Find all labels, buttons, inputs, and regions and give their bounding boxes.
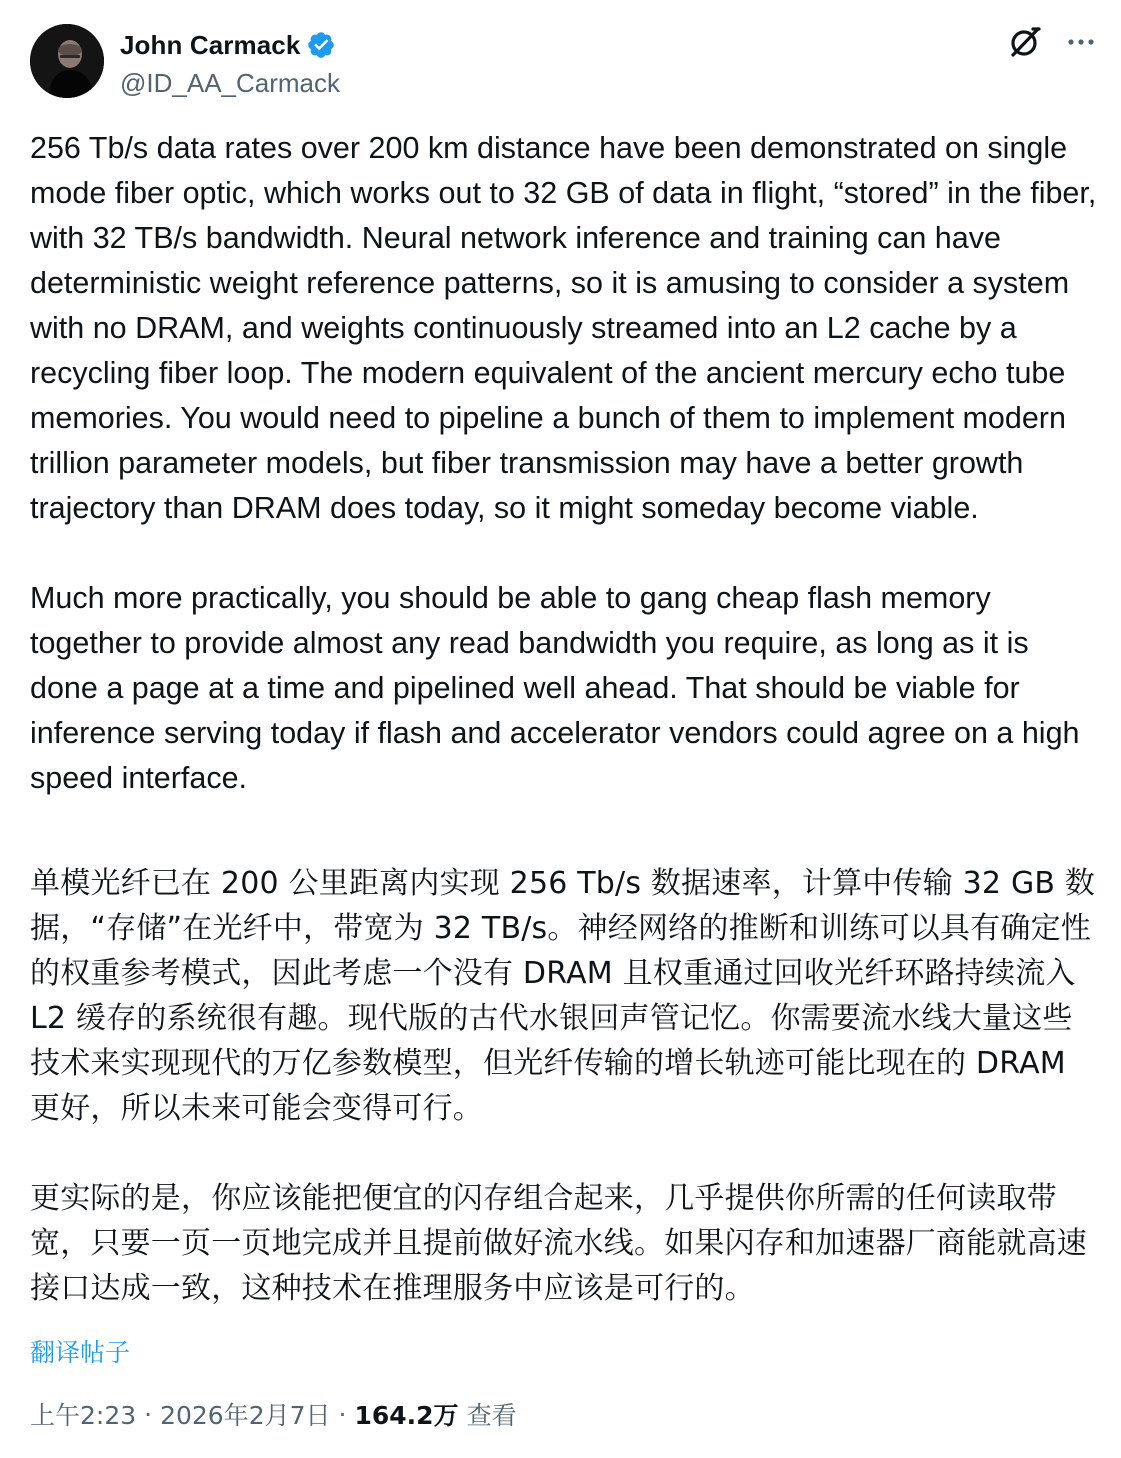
header-actions xyxy=(1007,24,1097,60)
post-text-translation xyxy=(30,861,1100,1311)
views-count: 164.2万 xyxy=(354,1401,459,1430)
handle[interactable]: @ID_AA_Carmack xyxy=(120,68,341,98)
post-text-english xyxy=(30,126,1100,801)
verified-badge-icon[interactable] xyxy=(306,30,336,60)
more-icon[interactable] xyxy=(1065,26,1097,58)
paragraph-gap xyxy=(30,531,1100,576)
post-paragraph-1: 256 Tb/s data rates over 200 km distance have been demonstrated on single mode fiber optic, which works out to 32 GB of data in flight, “stored” in the fiber, with 32 TB/s bandwidth. Neural network inference and training can have deterministic weight reference patterns, so it is amusing to consider a system with no DRAM, and weights continuously streamed into an L2 cache by a recycling fiber loop. The modern equivalent of the ancient mercury echo tube memories. You would need to pipeline a bunch of them to implement modern trillion parameter models, but fiber transmission may have a better growth trajectory than DRAM does today, so it might someday become viable. xyxy=(30,131,1097,525)
post-time[interactable]: 上午2:23 xyxy=(30,1401,137,1430)
meta-separator: · xyxy=(338,1399,347,1429)
views-label: 查看 xyxy=(466,1401,517,1430)
avatar-image xyxy=(30,24,104,98)
paragraph-gap xyxy=(30,1131,1100,1176)
grok-icon[interactable] xyxy=(1007,24,1043,60)
name-row xyxy=(120,28,340,62)
translate-post-link[interactable]: 翻译帖子 xyxy=(30,1338,131,1367)
translation-paragraph-2: 更实际的是，你应该能把便宜的闪存组合起来，几乎提供你所需的任何读取带宽，只要一页一页地完成并且提前做好流水线。如果闪存和加速器厂商能就高速接口达成一致，这种技术在推理服务中应该是可行的。 xyxy=(30,1181,1087,1306)
author-block xyxy=(120,28,340,99)
post-paragraph-2: Much more practically, you should be able to gang cheap flash memory together to provide almost any read bandwidth you require, as long as it is done a page at a time and pipelined well ahead. That should be viable for inference serving today if flash and accelerator vendors could agree on a high speed interface. xyxy=(30,581,1080,795)
meta-separator: · xyxy=(144,1399,153,1429)
avatar[interactable] xyxy=(30,24,104,98)
display-name[interactable]: John Carmack xyxy=(120,29,301,60)
post-meta xyxy=(30,1396,517,1432)
post-header xyxy=(30,24,1097,100)
translation-paragraph-1: 单模光纤已在 200 公里距离内实现 256 Tb/s 数据速率，计算中传输 32 GB 数据，“存储”在光纤中，带宽为 32 TB/s。神经网络的推断和训练可以具有确定性的权重参考模式，因此考虑一个没有 DRAM 且权重通过回收光纤环路持续流入 L2 缓存的系统很有趣。现代版的古代水银回声管记忆。你需要流水线大量这些技术来实现现代的万亿参数模型，但光纤传输的增长轨迹可能比现在的 DRAM 更好，所以未来可能会变得可行。 xyxy=(30,866,1096,1126)
post-date[interactable]: 2026年2月7日 xyxy=(160,1401,331,1430)
